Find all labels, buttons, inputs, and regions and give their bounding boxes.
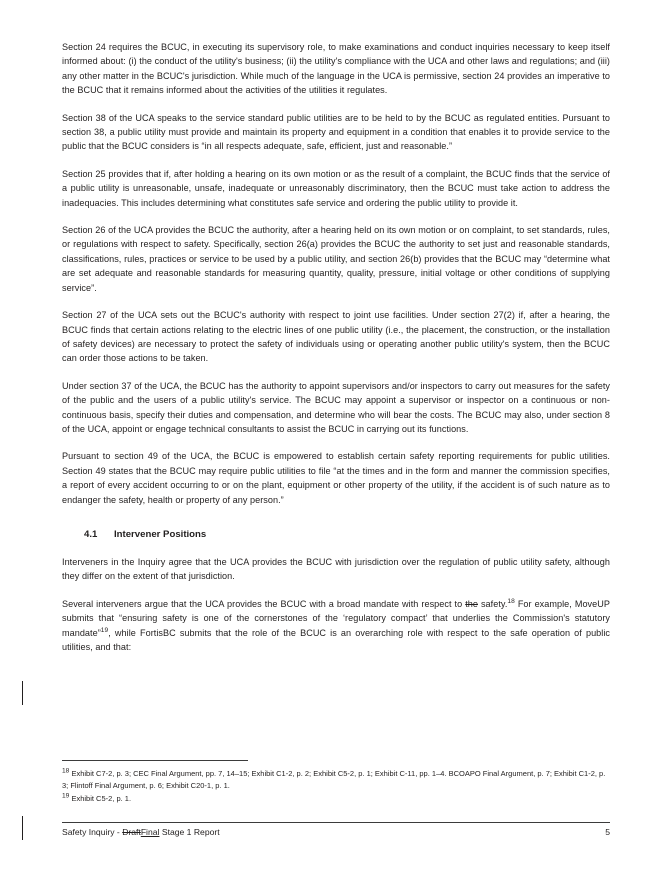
page-footer — [62, 822, 610, 837]
tracked-mid: safety. — [477, 598, 508, 609]
paragraph: Section 27 of the UCA sets out the BCUC's authority with respect to joint use facilities. Under section 27(2) if, after a hearing, the BCUC finds that certain actions relating to the electric lines of one public utility (i.e., the placement, the construction, or the installation of safety devices) are necessary to protect the safety of individuals using or operating another public utility's system, then the BCUC can order those actions to be taken. — [62, 310, 610, 364]
footnote-reference: 18 — [507, 597, 515, 605]
paragraph: Section 26 of the UCA provides the BCUC the authority, after a hearing held on its own motion or on complaint, to set standards, rules, or regulations with respect to safety. Specifically, section 26(a) provides the BCUC the authority to set just and reasonable standards, classifications, rules, practices or service to be used by a public utility, and section 26(b) provides that the BCUC may “determine what are set adequate and reasonable standards for measuring quantity, quality, pressure, initial voltage or other conditions of supplying service”. — [62, 225, 610, 293]
paragraph: Under section 37 of the UCA, the BCUC has the authority to appoint supervisors and/or inspectors to carry out measures for the safety of the public and the users of a public utility's service. The BCUC may appoint a supervisor or inspector on a continuous or non-continuous basis, specify their duties and compensation, and determine who will bear the costs. The BCUC may also, under section 8 of the UCA, appoint or engage technical consultants to assist the BCUC in carrying out its functions. — [62, 380, 610, 434]
change-bar-footer — [22, 816, 23, 840]
paragraph: Interveners in the Inquiry agree that the UCA provides the BCUC with jurisdiction over the regulation of public utility safety, although they differ on the extent of that jurisdiction. — [62, 556, 610, 582]
footnote-item — [62, 793, 610, 805]
footnote-marker: 19 — [62, 792, 70, 800]
page-number: 5 — [605, 827, 610, 837]
footnote-text: Exhibit C7-2, p. 3; CEC Final Argument, pp. 7, 14–15; Exhibit C1-2, p. 2; Exhibit C5-2, p. 1; Exhibit C-11, pp. 1–4. BCOAPO Final Argument, p. 7; Exhibit C1-2, p. 3; Flintoff Final Argument, p. 6; Exhibit C20-1, p. 1. — [62, 769, 606, 791]
footer-title-insertion: Final — [140, 827, 160, 837]
tracked-rest: For example, MoveUP submits that “ensuring safety is one of the cornerstones of the ‘regulatory compact’ that underlies the Commission's statutory mandate” — [62, 598, 610, 638]
footnote-marker: 18 — [62, 767, 70, 775]
footnote-text: Exhibit C5-2, p. 1. — [71, 793, 132, 803]
footer-title-prefix: Safety Inquiry - — [62, 827, 123, 837]
section-heading — [62, 529, 610, 540]
tracked-change-paragraph — [62, 597, 610, 655]
tracked-tail: , while FortisBC submits that the role of the BCUC is an overarching role with respect to the safe operation of public utilities, and that: — [62, 627, 610, 652]
footnote-area — [62, 768, 610, 805]
paragraph: Section 38 of the UCA speaks to the service standard public utilities are to be held to by the BCUC as regulated entities. Pursuant to section 38, a public utility must provide and maintain its property and equipment in a condition that enables it to provide service to the public that the BCUC considers is “in all respects adequate, safe, efficient, just and reasonable.” — [62, 112, 610, 152]
footer-title-suffix: Stage 1 Report — [159, 827, 220, 837]
section-heading-title: Intervener Positions — [114, 528, 207, 540]
change-bar-paragraph — [22, 681, 23, 705]
paragraph: Pursuant to section 49 of the UCA, the BCUC is empowered to establish certain safety reporting requirements for public utilities. Section 49 states that the BCUC may require public utilities to file “at the times and in the form and manner the commission specifies, a report of every accident occurring to or on the plant, equipment or other property of the utility, if the accident is of such nature as to endanger the safety, health or property of any person.” — [62, 451, 610, 505]
paragraph: Section 24 requires the BCUC, in executing its supervisory role, to make examinations and conduct inquiries necessary to keep itself informed about: (i) the conduct of the utility's business; (ii) the utility's compliance with the UCA and other laws and regulations; and (iii) any other matter in the BCUC's jurisdiction. While much of the language in the UCA is permissive, section 24 provides an imperative to the BCUC that it remains informed about the activities of the utilities it regulates. — [62, 42, 610, 96]
footnote-separator — [62, 760, 248, 761]
footnote-item — [62, 768, 610, 793]
paragraph: Section 25 provides that if, after holding a hearing on its own motion or as the result of a complaint, the BCUC finds that the service of a public utility is unreasonable, unsafe, inadequate or unreasonably discriminatory, then the BCUC must take action to address the inadequacies. This includes determining what constitutes safe service and ordering the public utility to provide it. — [62, 168, 610, 208]
section-heading-number: 4.1 — [84, 528, 98, 540]
tracked-deletion: the — [465, 598, 478, 609]
footnote-reference: 19 — [100, 626, 109, 634]
footer-title — [62, 827, 220, 837]
footer-title-deletion: Draft — [122, 827, 141, 837]
tracked-lead: Several interveners argue that the UCA provides the BCUC with a broad mandate with respect to — [62, 598, 466, 609]
